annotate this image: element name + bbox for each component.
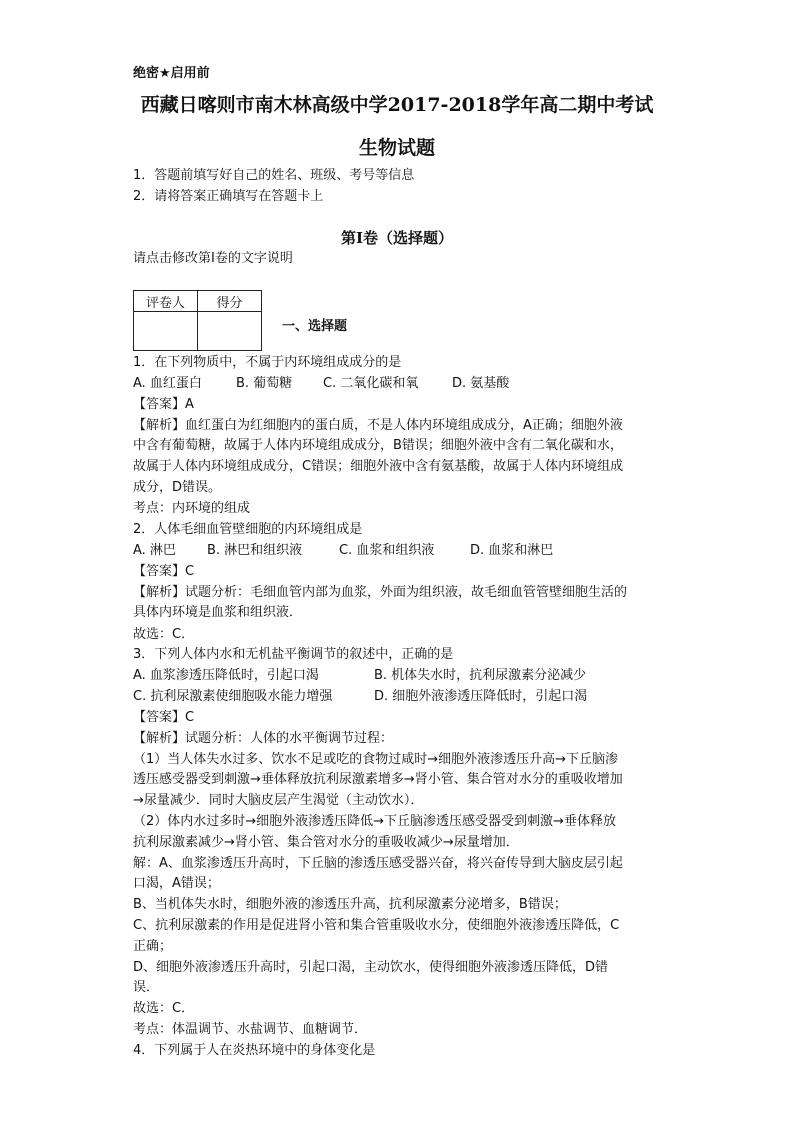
q1-answer: 【答案】A [133,397,194,412]
q3-analysis-line: C、抗利尿激素的作用是促进肾小管和集合管重吸收水分，使细胞外液渗透压降低，C [133,918,620,933]
q2-option-d: D. 血浆和淋巴 [470,543,554,558]
q2-option-b: B. 淋巴和组织液 [207,543,303,558]
volume-title: 第I卷（选择题） [340,229,454,247]
score-cell[interactable] [198,312,262,351]
q3-option-b: B. 机体失水时，抗利尿激素分泌减少 [374,668,587,683]
q3-options-row [133,668,653,684]
q1-analysis-line: 故属于人体内环境组成成分，C错误；细胞外液中含有氨基酸，故属于人体内环境组成 [133,459,624,474]
q3-analysis-line: D、细胞外液渗透压升高时，引起口渴，主动饮水，使得细胞外液渗透压降低，D错 [133,960,609,975]
q3-choice: 故选：C． [133,1001,195,1016]
exam-subject: 生物试题 [358,137,435,159]
q3-analysis-line: 解：A、血浆渗透压升高时，下丘脑的渗透压感受器兴奋，将兴奋传导到大脑皮层引起 [133,856,623,871]
q1-stem: 1．在下列物质中，不属于内环境组成成分的是 [133,355,402,370]
q2-choice: 故选：C． [133,627,195,642]
q3-analysis-line: （1）当人体失水过多、饮水不足或吃的食物过咸时→细胞外液渗透压升高→下丘脑渗 [133,752,619,767]
q3-analysis-line: 口渴，A错误； [133,876,220,891]
q2-options [133,543,653,559]
instruction-2: 2．请将答案正确填写在答题卡上 [133,189,324,204]
q3-option-d: D. 细胞外液渗透压降低时，引起口渴 [374,689,588,704]
q2-analysis-line: 【解析】试题分析：毛细血管内部为血浆，外面为组织液，故毛细血管管壁细胞生活的 [133,585,628,600]
q1-option-b: B. 葡萄糖 [236,376,293,391]
volume-note[interactable]: 请点击修改第I卷的文字说明 [133,251,293,266]
q3-analysis-line: 透压感受器受到刺激→垂体释放抗利尿激素增多→肾小管、集合管对水分的重吸收增加 [133,772,623,787]
q1-option-c: C. 二氧化碳和氧 [323,376,419,391]
q2-answer: 【答案】C [133,564,195,579]
grader-header: 评卷人 [134,291,198,312]
q3-option-c: C. 抗利尿激素使细胞吸水能力增强 [133,689,333,704]
q3-point: 考点：体温调节、水盐调节、血糖调节． [133,1022,368,1037]
q4-stem: 4．下列属于人在炎热环境中的身体变化是 [133,1043,376,1058]
q2-stem: 2．人体毛细血管壁细胞的内环境组成是 [133,522,363,537]
q3-stem: 3．下列人体内水和无机盐平衡调节的叙述中，正确的是 [133,647,454,662]
q3-answer: 【答案】C [133,710,195,725]
q1-point: 考点：内环境的组成 [133,501,251,516]
q1-analysis-line: 【解析】血红蛋白为红细胞内的蛋白质，不是人体内环境组成成分，A正确；细胞外液 [133,418,623,433]
grader-table [133,290,262,351]
grader-cell[interactable] [134,312,198,351]
q3-analysis-line: 误． [133,980,160,995]
q3-analysis-line: 正确； [133,939,173,954]
exam-title: 西藏日喀则市南木林高级中学2017-2018学年高二期中考试 [140,94,654,116]
q2-option-c: C. 血浆和组织液 [339,543,435,558]
q3-analysis-line: （2）体内水过多时→细胞外液渗透压降低→下丘脑渗透压感受器受到刺激→垂体释放 [133,814,616,829]
score-header: 得分 [198,291,262,312]
q1-options [133,376,653,392]
q3-analysis-line: B、当机体失水时，细胞外液的渗透压升高，抗利尿激素分泌增多，B错误； [133,897,567,912]
q3-analysis-line: 抗利尿激素减少→肾小管、集合管对水分的重吸收减少→尿量增加． [133,835,519,850]
instruction-1: 1．答题前填写好自己的姓名、班级、考号等信息 [133,168,415,183]
q2-analysis-line: 具体内环境是血浆和组织液． [133,605,303,620]
q3-options-row [133,689,653,705]
q3-analysis-line: →尿量减少．同时大脑皮层产生渴觉（主动饮水）． [133,793,424,808]
q3-analysis-line: 【解析】试题分析：人体的水平衡调节过程： [133,731,394,746]
q1-option-a: A. 血红蛋白 [133,376,202,391]
secret-label: 绝密★启用前 [133,66,210,81]
q1-analysis-line: 中含有葡萄糖，故属于人体内环境组成成分，B错误；细胞外液中含有二氧化碳和水， [133,438,623,453]
q3-option-a: A. 血浆渗透压降低时，引起口渴 [133,668,319,683]
q1-option-d: D. 氨基酸 [452,376,510,391]
q2-option-a: A. 淋巴 [133,543,176,558]
q1-analysis-line: 成分，D错误。 [133,480,222,495]
section-title: 一、选择题 [282,319,348,334]
